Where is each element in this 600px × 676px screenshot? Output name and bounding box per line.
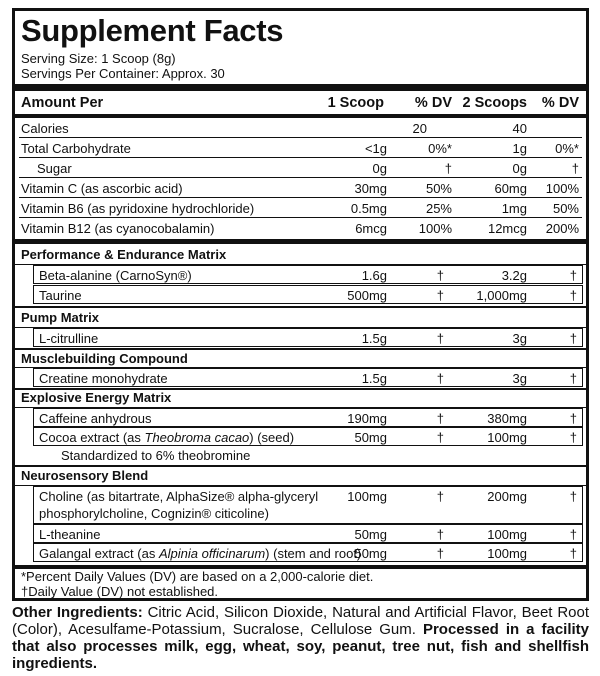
nutrient-amount-2: 12mcg: [487, 221, 527, 236]
other-ingredients: [12, 604, 589, 672]
nutrient-row: [19, 158, 582, 178]
nutrient-dv-2: 50%: [552, 201, 579, 216]
ingredient-amount-2: 3.2g: [501, 268, 527, 283]
ingredient-dv-1: †: [436, 430, 444, 445]
ingredient-name-line1: Choline (as bitartrate, AlphaSize® alpha-glyceryl: [39, 489, 319, 504]
theobromine-note: Standardized to 6% theobromine: [61, 448, 251, 463]
ingredient-dv-2: †: [569, 331, 577, 346]
percent-dv-footnote: *Percent Daily Values (DV) are based on a 2,000-calorie diet.: [21, 569, 374, 584]
ingredient-name: L-citrulline: [39, 331, 99, 346]
ingredient-dv-1: †: [436, 527, 444, 542]
ingredient-dv-2: †: [569, 546, 577, 561]
ingredient-dv-1: †: [436, 489, 444, 504]
servings-per-container: Servings Per Container: Approx. 30: [21, 66, 225, 81]
ingredient-row: [19, 368, 582, 388]
ingredient-amount-2: 200mg: [487, 489, 527, 504]
dagger-footnote: †Daily Value (DV) not established.: [21, 584, 219, 599]
nutrient-row: [19, 118, 582, 138]
section-title-performance: Performance & Endurance Matrix: [21, 247, 227, 262]
thick-rule: [15, 84, 586, 91]
ingredient-amount-1: 1.6g: [361, 268, 387, 283]
sub-note-row: [19, 445, 582, 465]
nutrient-amount-2: 0g: [512, 161, 527, 176]
section-title-muscle: Musclebuilding Compound: [21, 351, 188, 366]
nutrient-amount-2: 1mg: [501, 201, 527, 216]
panel-title: Supplement Facts: [21, 13, 284, 48]
ingredient-amount-1: 50mg: [354, 430, 387, 445]
ingredient-dv-2: †: [569, 430, 577, 445]
nutrient-name: Vitamin B6 (as pyridoxine hydrochloride): [21, 201, 255, 216]
nutrient-row: [19, 178, 582, 198]
ingredient-amount-1: 50mg: [354, 527, 387, 542]
nutrient-dv-1: 50%: [425, 181, 452, 196]
nutrient-amount-2: 40: [512, 121, 527, 136]
ingredient-amount-2: 380mg: [487, 411, 527, 426]
header-dv-1: % DV: [414, 95, 452, 111]
ingredient-name: Beta-alanine (CarnoSyn®): [39, 268, 192, 283]
header-2-scoops: 2 Scoops: [462, 95, 527, 111]
header-1-scoop: 1 Scoop: [327, 95, 384, 111]
ingredient-row: [19, 285, 582, 305]
ingredient-row: [19, 524, 582, 544]
nutrient-amount-1: 20: [412, 121, 427, 136]
ingredient-amount-2: 100mg: [487, 430, 527, 445]
ingredient-row: [19, 427, 582, 447]
ingredient-dv-1: †: [436, 371, 444, 386]
ingredient-name: Taurine: [39, 288, 82, 303]
ingredient-name: Caffeine anhydrous: [39, 411, 152, 426]
nutrient-amount-1: 30mg: [354, 181, 387, 196]
section-title: [19, 348, 582, 368]
header-dv-2: % DV: [541, 95, 579, 111]
nutrient-dv-1: 0%*: [428, 141, 452, 156]
ingredient-dv-2: †: [569, 268, 577, 283]
ingredient-dv-2: †: [569, 527, 577, 542]
ingredient-name-line2: phosphorylcholine, Cognizin® citicoline): [39, 506, 269, 521]
nutrient-amount-1: <1g: [364, 141, 387, 156]
ingredient-amount-1: 1.5g: [361, 371, 387, 386]
nutrient-amount-1: 0.5mg: [350, 201, 387, 216]
section-title-explosive: Explosive Energy Matrix: [21, 390, 172, 405]
nutrient-amount-1: 0g: [372, 161, 387, 176]
ingredient-dv-1: †: [436, 546, 444, 561]
ingredient-amount-1: 1.5g: [361, 331, 387, 346]
ingredient-amount-2: 3g: [512, 331, 527, 346]
ingredient-dv-2: †: [569, 489, 577, 504]
other-ingredients-label: Other Ingredients:: [12, 604, 143, 621]
ingredient-dv-2: †: [569, 288, 577, 303]
ingredient-amount-2: 100mg: [487, 546, 527, 561]
nutrient-name: Vitamin B12 (as cyanocobalamin): [21, 221, 215, 236]
nutrient-row: [19, 198, 582, 218]
nutrient-dv-1: †: [444, 161, 452, 176]
nutrient-dv-2: 0%*: [555, 141, 579, 156]
section-title-pump: Pump Matrix: [21, 310, 100, 325]
nutrient-amount-2: 1g: [512, 141, 527, 156]
table-header: [19, 92, 582, 112]
ingredient-amount-1: 190mg: [347, 411, 387, 426]
ingredient-name: Cocoa extract (as Theobroma cacao) (seed): [39, 430, 295, 445]
ingredient-row: [19, 543, 582, 563]
nutrient-amount-2: 60mg: [494, 181, 527, 196]
section-title: [19, 387, 582, 407]
section-title-neuro: Neurosensory Blend: [21, 468, 149, 483]
supplement-facts-panel: [12, 8, 589, 601]
ingredient-amount-1: 500mg: [347, 288, 387, 303]
ingredient-name: Galangal extract (as Alpinia officinarum) (stem and root): [39, 546, 362, 561]
section-title: [19, 244, 582, 264]
ingredient-dv-2: †: [569, 411, 577, 426]
nutrient-dv-2: 200%: [545, 221, 579, 236]
nutrient-row: [19, 138, 582, 158]
section-title: [19, 307, 582, 327]
other-ingredients-text: Citric Acid, Silicon Dioxide, Natural and Artificial Flavor, Beet Root (Color), Acesulfame-Potassium, Sucralose, Cellulose Gum.: [12, 604, 590, 638]
ingredient-name: L-theanine: [39, 527, 101, 542]
ingredient-amount-1: 100mg: [347, 489, 387, 504]
ingredient-row: [19, 328, 582, 348]
section-title: [19, 465, 582, 485]
nutrient-name: Vitamin C (as ascorbic acid): [21, 181, 183, 196]
nutrient-dv-2: †: [571, 161, 579, 176]
ingredient-row: [19, 408, 582, 428]
nutrient-amount-1: 6mcg: [355, 221, 387, 236]
ingredient-amount-2: 3g: [512, 371, 527, 386]
ingredient-dv-1: †: [436, 331, 444, 346]
ingredient-dv-1: †: [436, 288, 444, 303]
ingredient-row: [19, 265, 582, 285]
header-amount-per: Amount Per: [21, 95, 104, 111]
nutrient-dv-1: 25%: [425, 201, 452, 216]
ingredient-amount-2: 100mg: [487, 527, 527, 542]
ingredient-amount-2: 1,000mg: [476, 288, 527, 303]
nutrient-name: Total Carbohydrate: [21, 141, 131, 156]
nutrient-name: Calories: [21, 121, 69, 136]
ingredient-amount-1: 50mg: [354, 546, 387, 561]
ingredient-dv-1: †: [436, 268, 444, 283]
nutrient-dv-2: 100%: [545, 181, 579, 196]
serving-size: Serving Size: 1 Scoop (8g): [21, 51, 176, 66]
nutrient-dv-1: 100%: [418, 221, 452, 236]
ingredient-row: [19, 486, 582, 524]
nutrient-name: Sugar: [37, 161, 72, 176]
ingredient-dv-1: †: [436, 411, 444, 426]
nutrient-row: [19, 218, 582, 238]
allergen-statement: Processed in a facility that also processes milk, egg, wheat, soy, peanut, tree nut, fish and shellfish ingredients.: [12, 621, 589, 672]
ingredient-dv-2: †: [569, 371, 577, 386]
ingredient-name: Creatine monohydrate: [39, 371, 168, 386]
